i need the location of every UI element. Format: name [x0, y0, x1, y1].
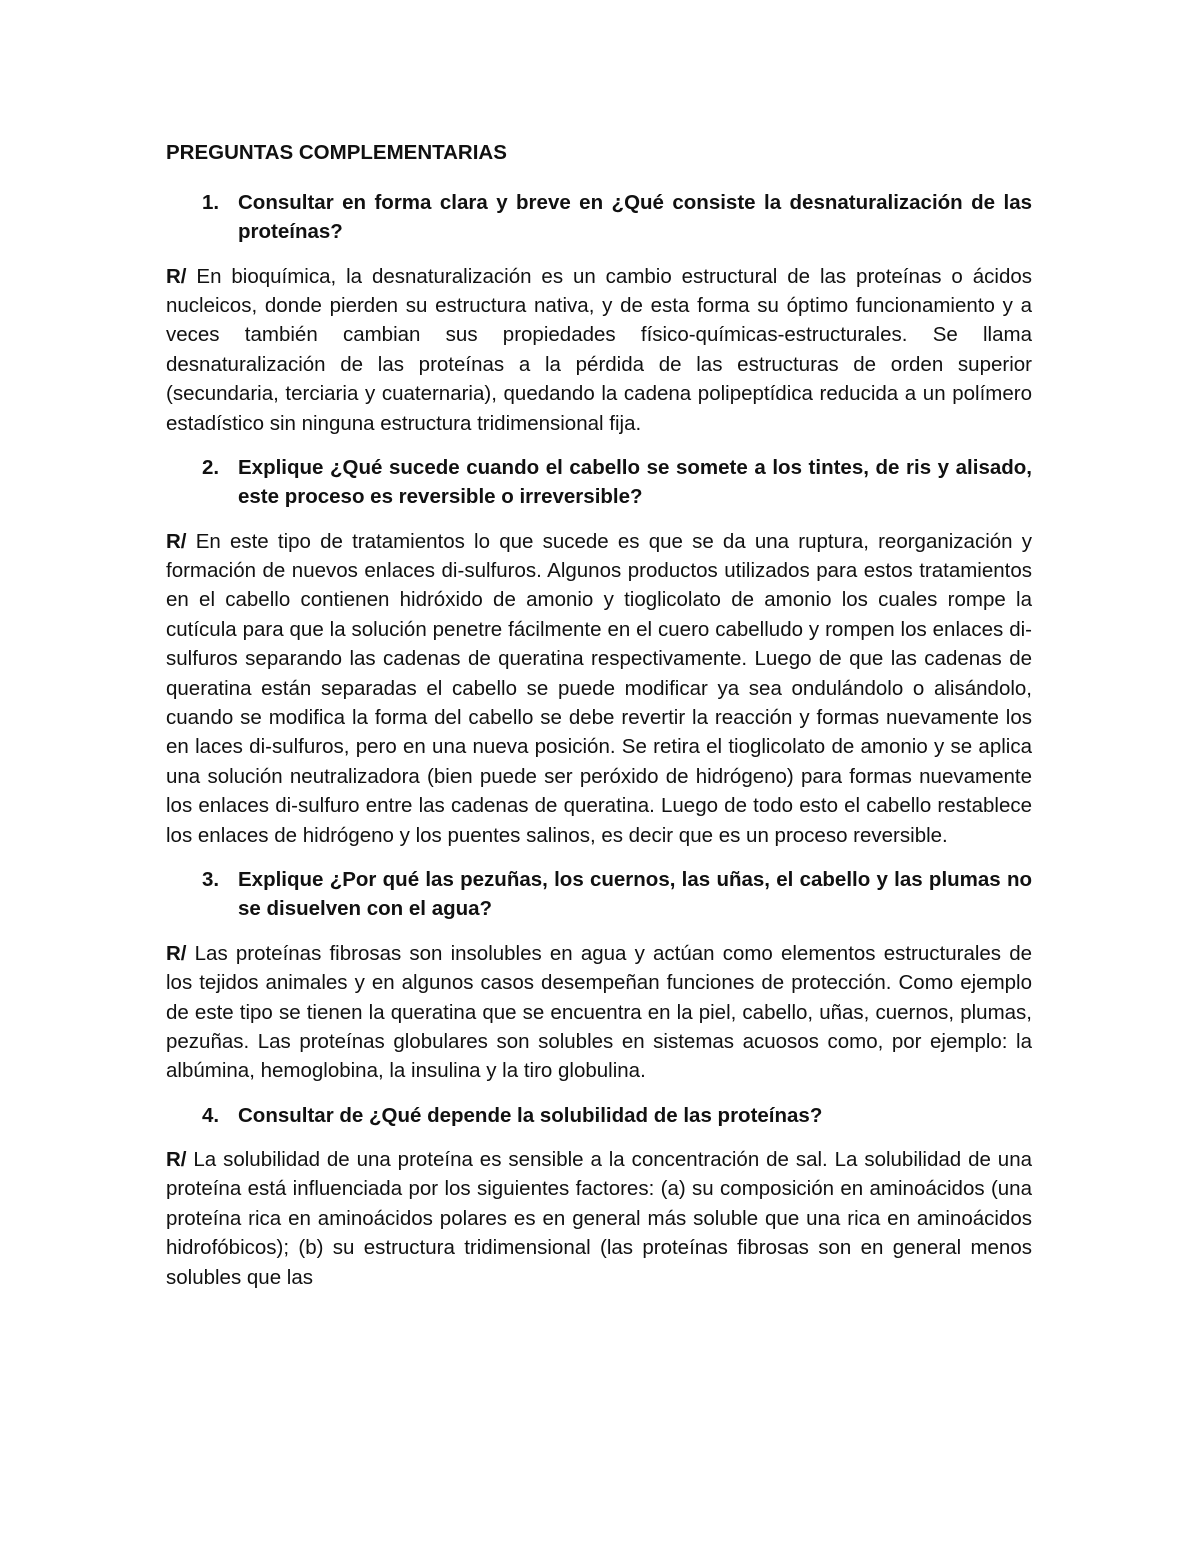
question-text: Consultar en forma clara y breve en ¿Qué consiste la desnaturalización de las proteínas? — [238, 191, 1032, 244]
answer-4 — [166, 1145, 1032, 1292]
question-number: 2. — [202, 456, 220, 480]
answer-label: R/ — [166, 264, 187, 288]
question-3 — [166, 865, 1032, 924]
question-text: Explique ¿Qué sucede cuando el cabello se somete a los tintes, de ris y alisado, este proceso es reversible o irreversible? — [238, 456, 1032, 509]
question-4 — [166, 1101, 1032, 1130]
answer-2 — [166, 527, 1032, 850]
document-body — [166, 138, 1032, 1307]
question-2 — [166, 453, 1032, 512]
question-number: 4. — [202, 1103, 220, 1127]
answer-text: En este tipo de tratamientos lo que sucede es que se da una ruptura, reorganización y formación de nuevos enlaces di-sulfuros. Algunos productos utilizados para estos tratamientos en el cabello contienen hidróxido de amonio y tioglicolato de amonio los cuales rompe la cutícula para que la solución penetre fácilmente en el cuero cabelludo y rompen los enlaces di-sulfuros separando las cadenas de queratina respectivamente. Luego de que las cadenas de queratina están separadas el cabello se puede modificar ya sea ondulándolo o alisándolo, cuando se modifica la forma del cabello se debe revertir la reacción y formas nuevamente los en laces di-sulfuros, pero en una nueva posición. Se retira el tioglicolato de amonio y se aplica una solución neutralizadora (bien puede ser peróxido de hidrógeno) para formas nuevamente los enlaces di-sulfuro entre las cadenas de queratina. Luego de todo esto el cabello restablece los enlaces de hidrógeno y los puentes salinos, es decir que es un proceso reversible. — [166, 529, 1032, 847]
question-text: Consultar de ¿Qué depende la solubilidad de las proteínas? — [238, 1103, 823, 1127]
answer-text: Las proteínas fibrosas son insolubles en agua y actúan como elementos estructurales de los tejidos animales y en algunos casos desempeñan funciones de protección. Como ejemplo de este tipo se tienen la queratina que se encuentra en la piel, cabello, uñas, cuernos, plumas, pezuñas. Las proteínas globulares son solubles en sistemas acuosos como, por ejemplo: la albúmina, hemoglobina, la insulina y la tiro globulina. — [166, 941, 1032, 1083]
question-number: 3. — [202, 868, 220, 892]
answer-label: R/ — [166, 1148, 187, 1172]
answer-label: R/ — [166, 941, 187, 965]
page-title: PREGUNTAS COMPLEMENTARIAS — [166, 141, 507, 164]
question-text: Explique ¿Por qué las pezuñas, los cuernos, las uñas, el cabello y las plumas no se disuelven con el agua? — [238, 868, 1032, 921]
question-1 — [166, 188, 1032, 247]
answer-text: La solubilidad de una proteína es sensible a la concentración de sal. La solubilidad de una proteína está influenciada por los siguientes factores: (a) su composición en aminoácidos (una proteína rica en aminoácidos polares es en general más soluble que una rica en aminoácidos hidrofóbicos); (b) su estructura tridimensional (las proteínas fibrosas son en general menos solubles que las — [166, 1148, 1032, 1289]
answer-1 — [166, 262, 1032, 438]
question-number: 1. — [202, 191, 220, 214]
answer-label: R/ — [166, 529, 187, 553]
answer-text: En bioquímica, la desnaturalización es un cambio estructural de las proteínas o ácidos nucleicos, donde pierden su estructura nativa, y de esta forma su óptimo funcionamiento y a veces también cambian sus propiedades físico-químicas-estructurales. Se llama desnaturalización de las proteínas a la pérdida de las estructuras de orden superior (secundaria, terciaria y cuaternaria), quedando la cadena polipeptídica reducida a un polímero estadístico sin ninguna estructura tridimensional fija. — [166, 264, 1032, 435]
answer-3 — [166, 939, 1032, 1086]
